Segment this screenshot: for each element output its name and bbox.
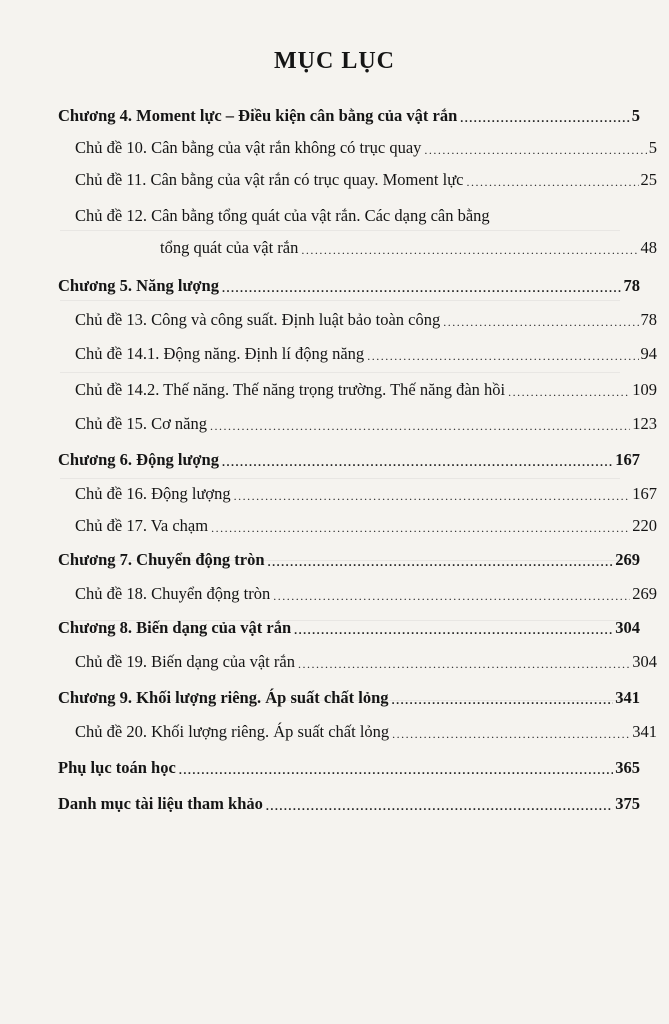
- toc-entry-label: Danh mục tài liệu tham khảo: [58, 794, 263, 813]
- dot-leader: [210, 418, 630, 434]
- dot-leader: [460, 110, 629, 126]
- toc-entry-label: Chủ đề 18. Chuyển động tròn: [75, 584, 271, 603]
- toc-page-number: 304: [615, 618, 640, 637]
- toc-page-number: 5: [648, 138, 657, 157]
- toc-entry-label: Chương 4. Moment lực – Điều kiện cân bằng của vật rắn: [58, 106, 458, 125]
- toc-page-number: 78: [623, 276, 640, 295]
- toc-entry-topic: [58, 722, 657, 742]
- dot-leader: [392, 726, 630, 742]
- toc-entry-label: Chủ đề 17. Va chạm: [75, 516, 209, 535]
- toc-entry-label: Chương 5. Năng lượng: [58, 276, 219, 295]
- toc-entry-continuation: [75, 238, 657, 258]
- toc-entry-label: Chương 6. Động lượng: [58, 450, 219, 469]
- toc-entry-label: Chủ đề 14.1. Động năng. Định lí động năng: [75, 344, 365, 363]
- page-title: MỤC LỤC: [274, 48, 395, 74]
- toc-entry-topic: [58, 138, 657, 158]
- dot-leader: [234, 488, 631, 504]
- toc-entry-label: Chủ đề 10. Cân bằng của vật rắn không có trục quay: [75, 138, 422, 157]
- toc-page-number: 269: [632, 584, 657, 603]
- toc-entry-chapter: [58, 758, 640, 778]
- toc-entry-label: Chủ đề 14.2. Thế năng. Thế năng trọng trường. Thế năng đàn hồi: [75, 380, 506, 399]
- dot-leader: [179, 762, 613, 778]
- toc-entry-chapter: [58, 106, 640, 126]
- toc-entry-topic: [58, 484, 657, 504]
- toc-page-number: 341: [615, 688, 640, 707]
- toc-entry-topic: [58, 414, 657, 434]
- toc-page-number: 375: [615, 794, 640, 813]
- dot-leader: [294, 622, 613, 638]
- toc-page-number: 341: [632, 722, 657, 741]
- toc-entry-topic: [58, 170, 657, 190]
- toc-entry-label: Chủ đề 19. Biến dạng của vật rắn: [75, 652, 295, 671]
- toc-entry-label: Chủ đề 13. Công và công suất. Định luật bảo toàn công: [75, 310, 441, 329]
- toc-entry-topic: [58, 380, 657, 400]
- toc-entry-chapter: [58, 450, 640, 470]
- toc-entry-label: Chủ đề 12. Cân bằng tổng quát của vật rắn. Các dạng cân bằng: [75, 206, 490, 225]
- toc-page-number: 167: [632, 484, 657, 503]
- dot-leader: [222, 454, 613, 470]
- toc-entry-label: Chương 9. Khối lượng riêng. Áp suất chất lỏng: [58, 688, 389, 707]
- toc-entry-topic: [58, 652, 657, 672]
- toc-entry-label: Chủ đề 15. Cơ năng: [75, 414, 208, 433]
- toc-entry-label: Chủ đề 20. Khối lượng riêng. Áp suất chất lỏng: [75, 722, 390, 741]
- toc-entry-chapter: [58, 276, 640, 296]
- dot-leader: [443, 314, 638, 330]
- toc-entry-label: Phụ lục toán học: [58, 758, 176, 777]
- dot-leader: [211, 520, 630, 536]
- toc-entry-label: Chủ đề 16. Động lượng: [75, 484, 231, 503]
- dot-leader: [466, 174, 638, 190]
- dot-leader: [273, 588, 630, 604]
- toc-page-number: 123: [632, 414, 657, 433]
- dot-leader: [222, 280, 622, 296]
- dot-leader: [266, 798, 613, 814]
- toc-page-number: 48: [640, 238, 657, 257]
- dot-leader: [392, 692, 614, 708]
- dot-leader: [508, 384, 630, 400]
- dot-leader: [268, 554, 614, 570]
- dot-leader: [301, 242, 638, 258]
- toc-entry-topic: [58, 206, 657, 258]
- toc-page-number: 94: [640, 344, 657, 363]
- dot-leader: [367, 348, 638, 364]
- toc-page-number: 365: [615, 758, 640, 777]
- toc-entry-topic: [58, 584, 657, 604]
- toc-entry-chapter: [58, 688, 640, 708]
- toc-entry-label-continued: tổng quát của vật rắn: [160, 238, 299, 257]
- toc-entry-chapter: [58, 550, 640, 570]
- toc-page-number: 25: [640, 170, 657, 189]
- toc-entry-chapter: [58, 618, 640, 638]
- toc-page-number: 167: [615, 450, 640, 469]
- toc-entry-chapter: [58, 794, 640, 814]
- toc-page-number: 78: [640, 310, 657, 329]
- dot-leader: [298, 656, 630, 672]
- toc-page-number: 269: [615, 550, 640, 569]
- toc-entry-topic: [58, 310, 657, 330]
- toc-page-number: 5: [631, 106, 640, 125]
- toc-entry-topic: [58, 344, 657, 364]
- toc-entry-label: Chương 7. Chuyển động tròn: [58, 550, 265, 569]
- toc-page-number: 109: [632, 380, 657, 399]
- dot-leader: [424, 142, 646, 158]
- toc-page-number: 220: [632, 516, 657, 535]
- toc-entry-label: Chủ đề 11. Cân bằng của vật rắn có trục quay. Moment lực: [75, 170, 464, 189]
- toc-page-number: 304: [632, 652, 657, 671]
- toc-entry-topic: [58, 516, 657, 536]
- toc-entry-label: Chương 8. Biến dạng của vật rắn: [58, 618, 292, 637]
